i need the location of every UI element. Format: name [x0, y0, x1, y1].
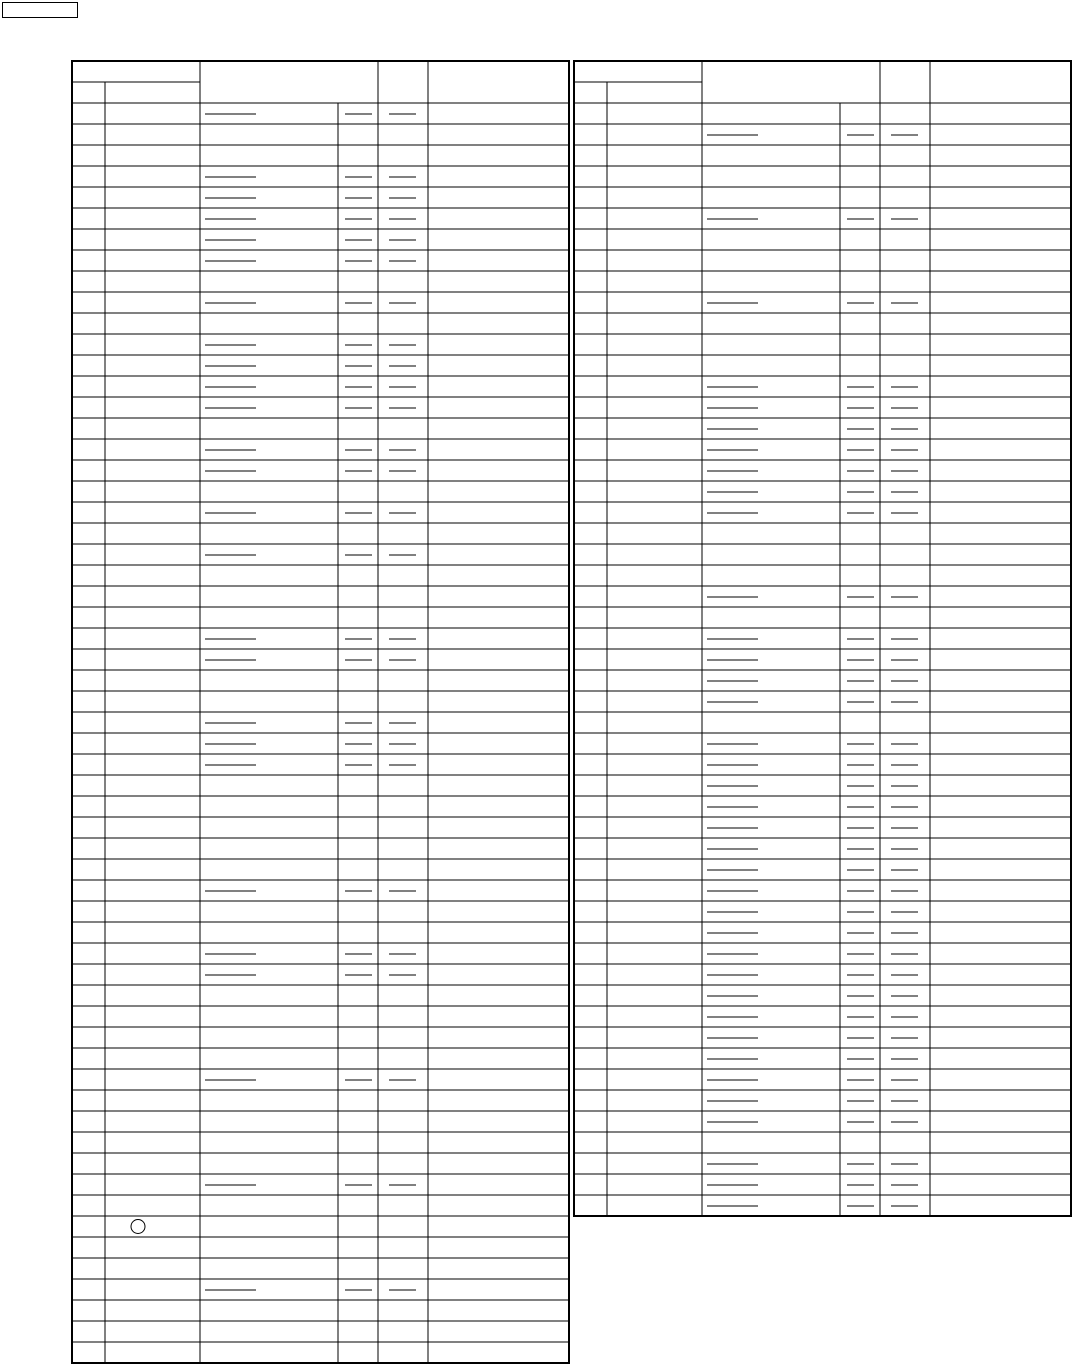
circle-mark-icon [131, 1220, 145, 1234]
table-frame [574, 61, 1071, 1216]
left-parts-table [72, 61, 569, 1363]
right-parts-table [574, 61, 1071, 1216]
